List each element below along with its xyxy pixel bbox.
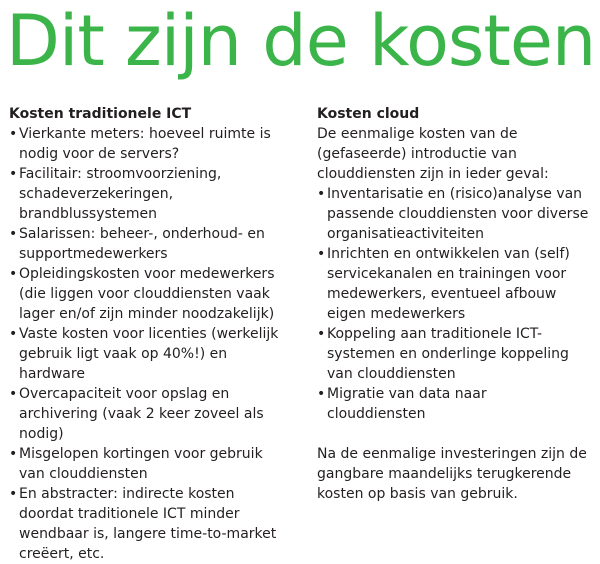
text-line: hardware — [19, 366, 85, 382]
traditional-ict-costs-column — [9, 104, 299, 564]
text-line: clouddiensten — [327, 406, 426, 422]
text-line: supportmedewerkers — [19, 246, 168, 262]
text-line: lager en/of zijn minder noodzakelijk) — [19, 306, 275, 322]
text-line: passende clouddiensten voor diverse — [327, 206, 589, 222]
text-line: Koppeling aan traditionele ICT- — [327, 326, 543, 342]
list-item — [317, 324, 597, 384]
cloud-costs-column — [317, 104, 597, 504]
bullet-icon: • — [9, 486, 18, 502]
text-line: nodig) — [19, 426, 64, 442]
text-line: schadeverzekeringen, — [19, 186, 174, 202]
page-title: Dit zijn de kosten — [6, 0, 596, 82]
text-line: kosten op basis van gebruik. — [317, 486, 518, 502]
bullet-icon: • — [9, 126, 18, 142]
traditional-ict-costs-heading: Kosten traditionele ICT — [9, 106, 192, 122]
list-item — [9, 324, 299, 384]
text-line: gebruik ligt vaak op 40%!) en — [19, 346, 228, 362]
bullet-icon: • — [9, 326, 18, 342]
list-item — [9, 264, 299, 324]
text-line: Overcapaciteit voor opslag en — [19, 386, 230, 402]
text-line: van clouddiensten — [327, 366, 456, 382]
text-line: Opleidingskosten voor medewerkers — [19, 266, 275, 282]
list-item — [317, 184, 597, 244]
text-line: doordat traditionele ICT minder — [19, 506, 240, 522]
text-line: Facilitair: stroomvoorziening, — [19, 166, 222, 182]
text-line: van clouddiensten — [19, 466, 148, 482]
text-line: medewerkers, eventueel afbouw — [327, 286, 557, 302]
bullet-icon: • — [317, 186, 326, 202]
list-item — [9, 444, 299, 484]
list-item — [9, 384, 299, 444]
bullet-icon: • — [9, 266, 18, 282]
text-line: Salarissen: beheer-, onderhoud- en — [19, 226, 265, 242]
bullet-icon: • — [9, 166, 18, 182]
list-item — [9, 124, 299, 164]
bullet-icon: • — [317, 386, 326, 402]
text-line: gangbare maandelijks terugkerende — [317, 466, 572, 482]
bullet-icon: • — [9, 446, 18, 462]
text-line: organisatieactiviteiten — [327, 226, 484, 242]
list-item — [317, 244, 597, 324]
cloud-costs-heading: Kosten cloud — [317, 106, 420, 122]
cloud-costs-intro — [317, 124, 597, 184]
text-line: clouddiensten zijn in ieder geval: — [317, 166, 549, 182]
paragraph-spacer — [317, 424, 597, 444]
text-line: eigen medewerkers — [327, 306, 466, 322]
text-line: (die liggen voor clouddiensten vaak — [19, 286, 270, 302]
text-line: systemen en onderlinge koppeling — [327, 346, 569, 362]
bullet-icon: • — [317, 326, 326, 342]
text-line: Inrichten en ontwikkelen van (self) — [327, 246, 570, 262]
text-line: Na de eenmalige investeringen zijn de — [317, 446, 587, 462]
list-item — [9, 484, 299, 564]
traditional-ict-costs-list — [9, 124, 299, 564]
text-line: wendbaar is, langere time-to-market — [19, 526, 277, 542]
cloud-costs-outro — [317, 444, 597, 504]
cloud-costs-list — [317, 184, 597, 424]
text-line: archivering (vaak 2 keer zoveel als — [19, 406, 264, 422]
text-line: Migratie van data naar — [327, 386, 487, 402]
text-line: En abstracter: indirecte kosten — [19, 486, 235, 502]
text-line: Vaste kosten voor licenties (werkelijk — [19, 326, 279, 342]
text-line: Vierkante meters: hoeveel ruimte is — [19, 126, 271, 142]
text-line: Misgelopen kortingen voor gebruik — [19, 446, 263, 462]
text-line: brandblussystemen — [19, 206, 158, 222]
text-line: servicekanalen en trainingen voor — [327, 266, 567, 282]
bullet-icon: • — [9, 386, 18, 402]
text-line: (gefaseerde) introductie van — [317, 146, 517, 162]
text-line: nodig voor de servers? — [19, 146, 180, 162]
bullet-icon: • — [317, 246, 326, 262]
list-item — [317, 384, 597, 424]
text-line: De eenmalige kosten van de — [317, 126, 518, 142]
bullet-icon: • — [9, 226, 18, 242]
list-item — [9, 224, 299, 264]
text-line: creëert, etc. — [19, 546, 105, 562]
list-item — [9, 164, 299, 224]
text-line: Inventarisatie en (risico)analyse van — [327, 186, 583, 202]
